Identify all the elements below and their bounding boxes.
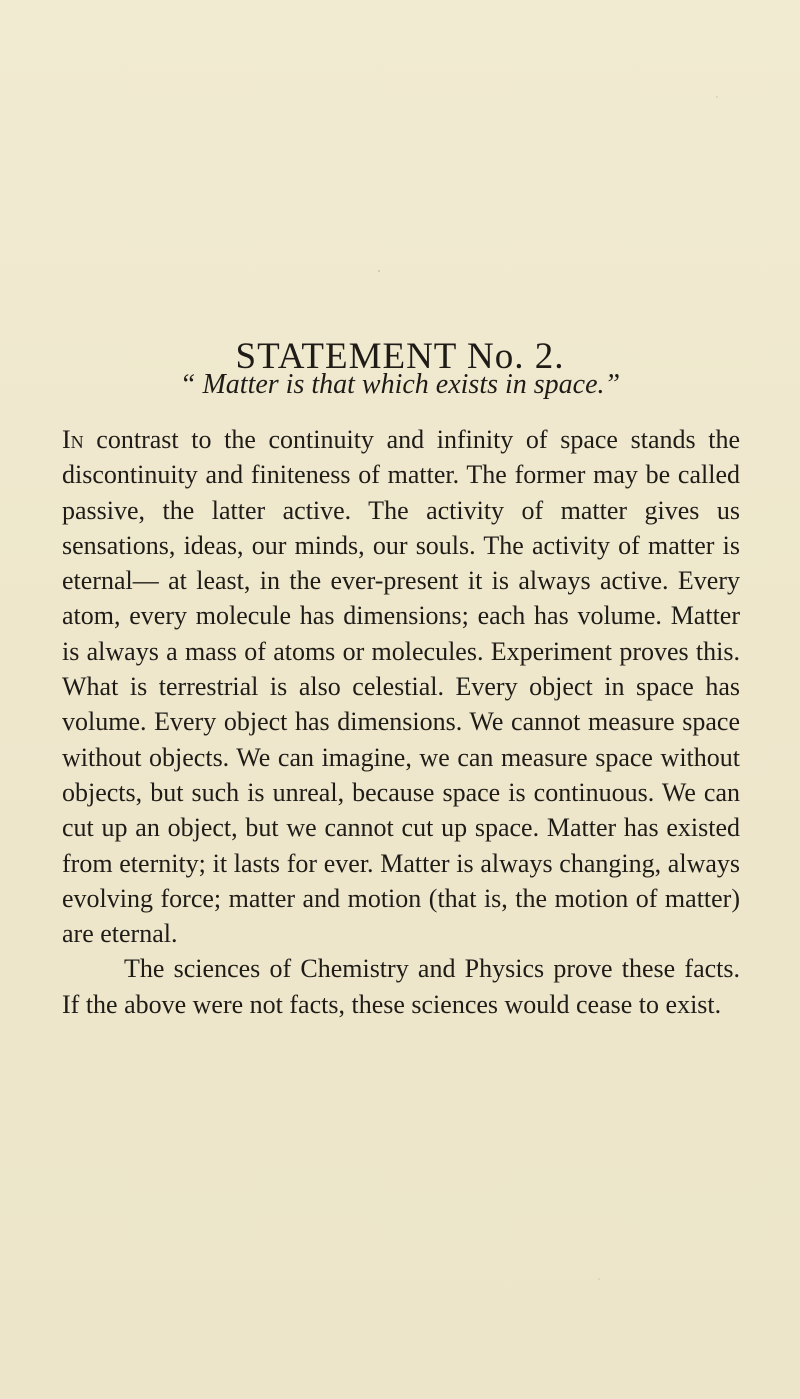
statement-body xyxy=(62,422,740,1022)
paragraph-2-text: The sciences of Chemistry and Physics prove these facts. If the above were not facts, these sciences would cease to exist. xyxy=(62,954,740,1019)
paper-speck xyxy=(716,96,718,98)
statement-subtitle: “ Matter is that which exists in space.” xyxy=(179,369,621,400)
paper-speck xyxy=(378,270,380,272)
paragraph-lead-in: In xyxy=(62,425,84,454)
paragraph-2 xyxy=(62,951,740,1022)
paragraph-1 xyxy=(62,422,740,951)
statement-heading: STATEMENT No. 2. xyxy=(235,335,565,377)
paper-speck xyxy=(598,1278,600,1280)
paragraph-1-text: contrast to the continuity and infinity of space stands the discontinuity and finiteness of matter. The former may be called passive, the latter active. The activity of matter gives us sensations, ideas, our minds, our souls. The activity of matter is eternal— at least, in the ever-present it is always active. Every atom, every molecule has dimensions; each has volume. Matter is always a mass of atoms or molecules. Experiment proves this. What is terrestrial is also celestial. Every object in space has volume. Every object has dimensions. We cannot measure space without objects. We can imagine, we can measure space without objects, but such is unreal, because space is continuous. We can cut up an object, but we cannot cut up space. Matter has existed from eternity; it lasts for ever. Matter is always changing, always evolving force; matter and motion (that is, the motion of matter) are eternal. xyxy=(62,425,740,949)
